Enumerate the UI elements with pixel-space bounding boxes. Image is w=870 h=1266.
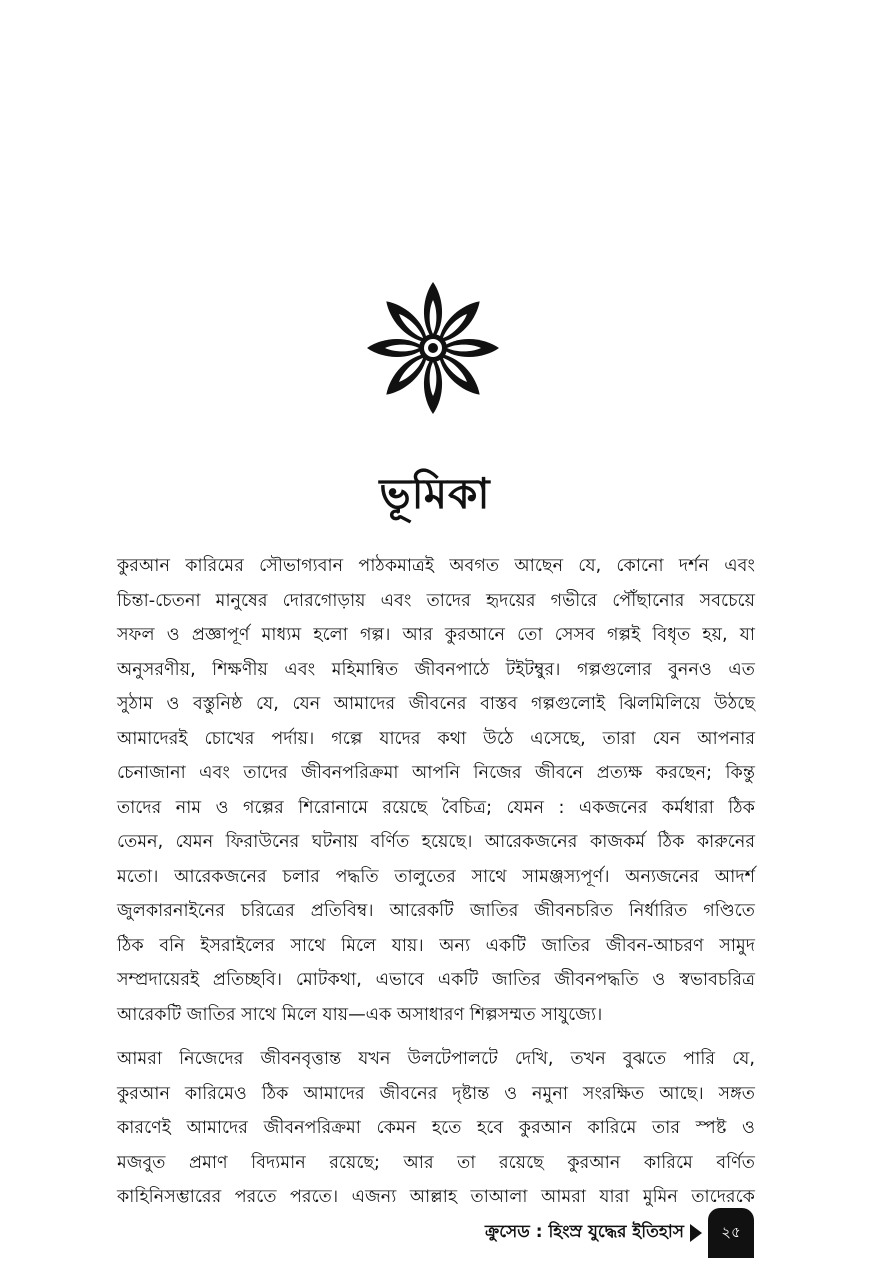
text-line: চেনাজানা এবং তাদের জীবনপরিক্রমা আপনি নিজের জীবনে প্রত্যক্ষ করছেন; কিন্তু: [117, 763, 755, 783]
text-line: তেমন, যেমন ফিরাউনের ঘটনায় বর্ণিত হয়েছে। আরেকজনের কাজকর্ম ঠিক কারুনের: [117, 832, 755, 852]
text-line: চিন্তা-চেতনা মানুষের দোরগোড়ায় এবং তাদের হৃদয়ের গভীরে পৌঁছানোর সবচেয়ে: [117, 590, 755, 611]
page-title: ভূমিকা: [379, 469, 491, 518]
page-number: ২৫: [721, 1222, 741, 1241]
text-line: সফল ও প্রজ্ঞাপূর্ণ মাধ্যম হলো গল্প। আর কুরআনে তো সেসব গল্পই বিধৃত হয়, যা: [117, 625, 755, 645]
text-line: ঠিক বনি ইসরাইলের সাথে মিলে যায়। অন্য একটি জাতির জীবন-আচরণ সামুদ: [117, 935, 755, 956]
text-line: আমাদেরই চোখের পর্দায়। গল্পে যাদের কথা উঠে এসেছে, তারা যেন আপনার: [117, 728, 755, 749]
lotus-flower-ornament-icon: [363, 278, 503, 418]
page-footer: [485, 1208, 754, 1258]
text-line: আরেকটি জাতির সাথে মিলে যায়—এক অসাধারণ শিল্পসম্মত সাযুজ্যে।: [117, 1004, 603, 1025]
text-line: মজবুত প্রমাণ বিদ্যমান রয়েছে; আর তা রয়েছে কুরআন কারিমে বর্ণিত: [117, 1152, 755, 1173]
text-line: মতো। আরেকজনের চলার পদ্ধতি তালুতের সাথে সামঞ্জস্যপূর্ণ। অন্যজনের আদর্শ: [117, 866, 755, 887]
paragraph-2: [117, 1042, 755, 1215]
text-line: কুরআন কারিমেও ঠিক আমাদের জীবনের দৃষ্টান্ত ও নমুনা সংরক্ষিত আছে। সঙ্গত: [117, 1083, 755, 1104]
paragraph-1: [117, 549, 755, 1032]
text-line: কারণেই আমাদের জীবনপরিক্রমা কেমন হতে হবে কুরআন কারিমে তার স্পষ্ট ও: [117, 1118, 755, 1138]
text-line: অনুসরণীয়, শিক্ষণীয় এবং মহিমান্বিত জীবনপাঠে টইটম্বুর। গল্পগুলোর বুননও এত: [117, 659, 755, 680]
running-book-title: ক্রুসেড : হিংস্র যুদ্ধের ইতিহাস: [485, 1222, 684, 1242]
text-line: কাহিনিসম্ভারের পরতে পরতে। এজন্য আল্লাহ তাআলা আমরা যারা মুমিন তাদেরকে: [117, 1187, 755, 1207]
page-number-tab: [708, 1208, 754, 1258]
text-line: সুঠাম ও বস্তুনিষ্ঠ যে, যেন আমাদের জীবনের বাস্তব গল্পগুলোই ঝিলমিলিয়ে উঠছে: [117, 694, 755, 714]
triangle-right-icon: [690, 1224, 702, 1242]
text-line: সম্প্রদায়েরই প্রতিচ্ছবি। মোটকথা, এভাবে একটি জাতির জীবনপদ্ধতি ও স্বভাবচরিত্র: [117, 970, 755, 990]
body-text: [117, 549, 755, 1215]
text-line: জুলকারনাইনের চরিত্রের প্রতিবিম্ব। আরেকটি জাতির জীবনচরিত নির্ধারিত গণ্ডিতে: [117, 901, 755, 921]
text-line: কুরআন কারিমের সৌভাগ্যবান পাঠকমাত্রই অবগত আছেন যে, কোনো দর্শন এবং: [117, 556, 755, 576]
text-line: তাদের নাম ও গল্পের শিরোনামে রয়েছে বৈচিত্র; যেমন : একজনের কর্মধারা ঠিক: [117, 797, 755, 818]
text-line: আমরা নিজেদের জীবনবৃত্তান্ত যখন উলটেপালটে দেখি, তখন বুঝতে পারি যে,: [117, 1049, 755, 1069]
